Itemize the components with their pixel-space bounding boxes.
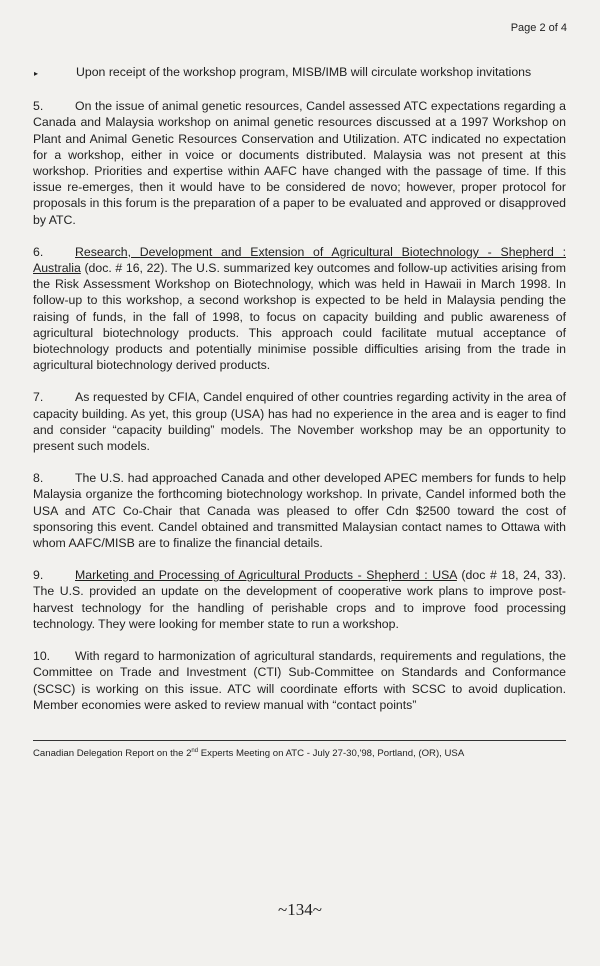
page-number-header: Page 2 of 4 bbox=[510, 22, 567, 34]
paragraph-number: 5. bbox=[33, 99, 44, 114]
paragraph-number: 9. bbox=[33, 568, 44, 583]
footer-superscript: nd bbox=[191, 748, 199, 754]
paragraph-title: Marketing and Processing of Agricultural Products - Shepherd : USA bbox=[75, 568, 457, 583]
paragraph-number: 10. bbox=[33, 649, 51, 664]
paragraph-text: As requested by CFIA, Candel enquired of other countries regarding activity in the area of capacity building. As yet, this group (USA) has had no experience in the area and is eager to find and consider “capacity building” models. The November workshop may be an opportunity to present such models. bbox=[33, 390, 566, 454]
paragraph-6 bbox=[33, 244, 566, 374]
paragraph-7 bbox=[33, 389, 566, 454]
paragraph-text: (doc. # 16, 22). The U.S. summarized key outcomes and follow-up activities arising from the Risk Assessment Workshop on Biotechnology, which was held in Hawaii in March 1998. In follow-up to this workshop, a second workshop is expected to be held in Malaysia pending the raising of funds, in the fall of 1998, to focus on capacity building and public awareness of agricultural biotechnology products. This approach could facilitate mutual acceptance of biotechnology products and potentially minimise possible difficulties arising from the trade in agricultural biotechnology derived products. bbox=[33, 261, 566, 373]
footer-citation bbox=[33, 748, 566, 759]
bullet-arrow-icon: ▸ bbox=[34, 69, 39, 78]
footer-text-start: Canadian Delegation Report on the 2 bbox=[33, 748, 192, 760]
footer-text-end: Experts Meeting on ATC - July 27-30,'98, Portland, (OR), USA bbox=[198, 748, 465, 760]
paragraph-text: With regard to harmonization of agricultural standards, requirements and regulations, the Committee on Trade and Investment (CTI) Sub-Committee on Standards and Conformance (SCSC) is working on this issue. ATC will coordinate efforts with SCSC to avoid duplication. Member economies were asked to review manual with “contact points” bbox=[33, 649, 566, 712]
paragraph-number: 7. bbox=[33, 390, 44, 405]
bullet-item bbox=[33, 64, 566, 82]
paragraph-10 bbox=[33, 648, 566, 713]
page-number-footer: ~134~ bbox=[278, 900, 322, 919]
paragraph-8 bbox=[33, 470, 566, 551]
bullet-text: Upon receipt of the workshop program, MISB/IMB will circulate workshop invitations bbox=[76, 65, 532, 79]
paragraph-number: 6. bbox=[33, 244, 44, 259]
paragraph-5 bbox=[33, 98, 566, 228]
footer-divider bbox=[33, 740, 566, 741]
paragraph-title: Research, Development and Extension of Agricultural Biotechnology - Shepherd : Australia bbox=[33, 244, 566, 276]
paragraph-text: On the issue of animal genetic resources, Candel assessed ATC expectations regarding a Canada and Malaysia workshop on animal genetic resources discussed at a 1997 Workshop on Plant and Animal Genetic Resources Conservation and Utilization. ATC indicated no expectation for a workshop, either in voice or documents distributed. Malaysia was not present at this workshop. Priorities and expertise within AAFC have changed with the passage of time. If this issue re-emerges, then it would have to be considered de novo; however, proper protocol for proposals in this forum is the preparation of a paper to be evaluated and approved or disapproved by ATC. bbox=[33, 99, 566, 227]
paragraph-text: (doc # 18, 24, 33). The U.S. provided an update on the development of cooperative work plans to improve post-harvest technology for the handling of perishable crops and to improve food processing technology. They were looking for member state to run a workshop. bbox=[33, 568, 566, 631]
paragraph-9 bbox=[33, 567, 566, 632]
paragraph-number: 8. bbox=[33, 471, 44, 486]
paragraph-text: The U.S. had approached Canada and other developed APEC members for funds to help Malaysia organize the forthcoming biotechnology workshop. In private, Candel informed both the USA and ATC Co-Chair that Canada was pleased to offer Cdn $2500 toward the cost of sponsoring this event. Candel obtained and transmitted Malaysian contact names to Ottawa with whom AAFC/MISB are to finalize the financial details. bbox=[33, 471, 566, 551]
document-body bbox=[33, 64, 566, 729]
